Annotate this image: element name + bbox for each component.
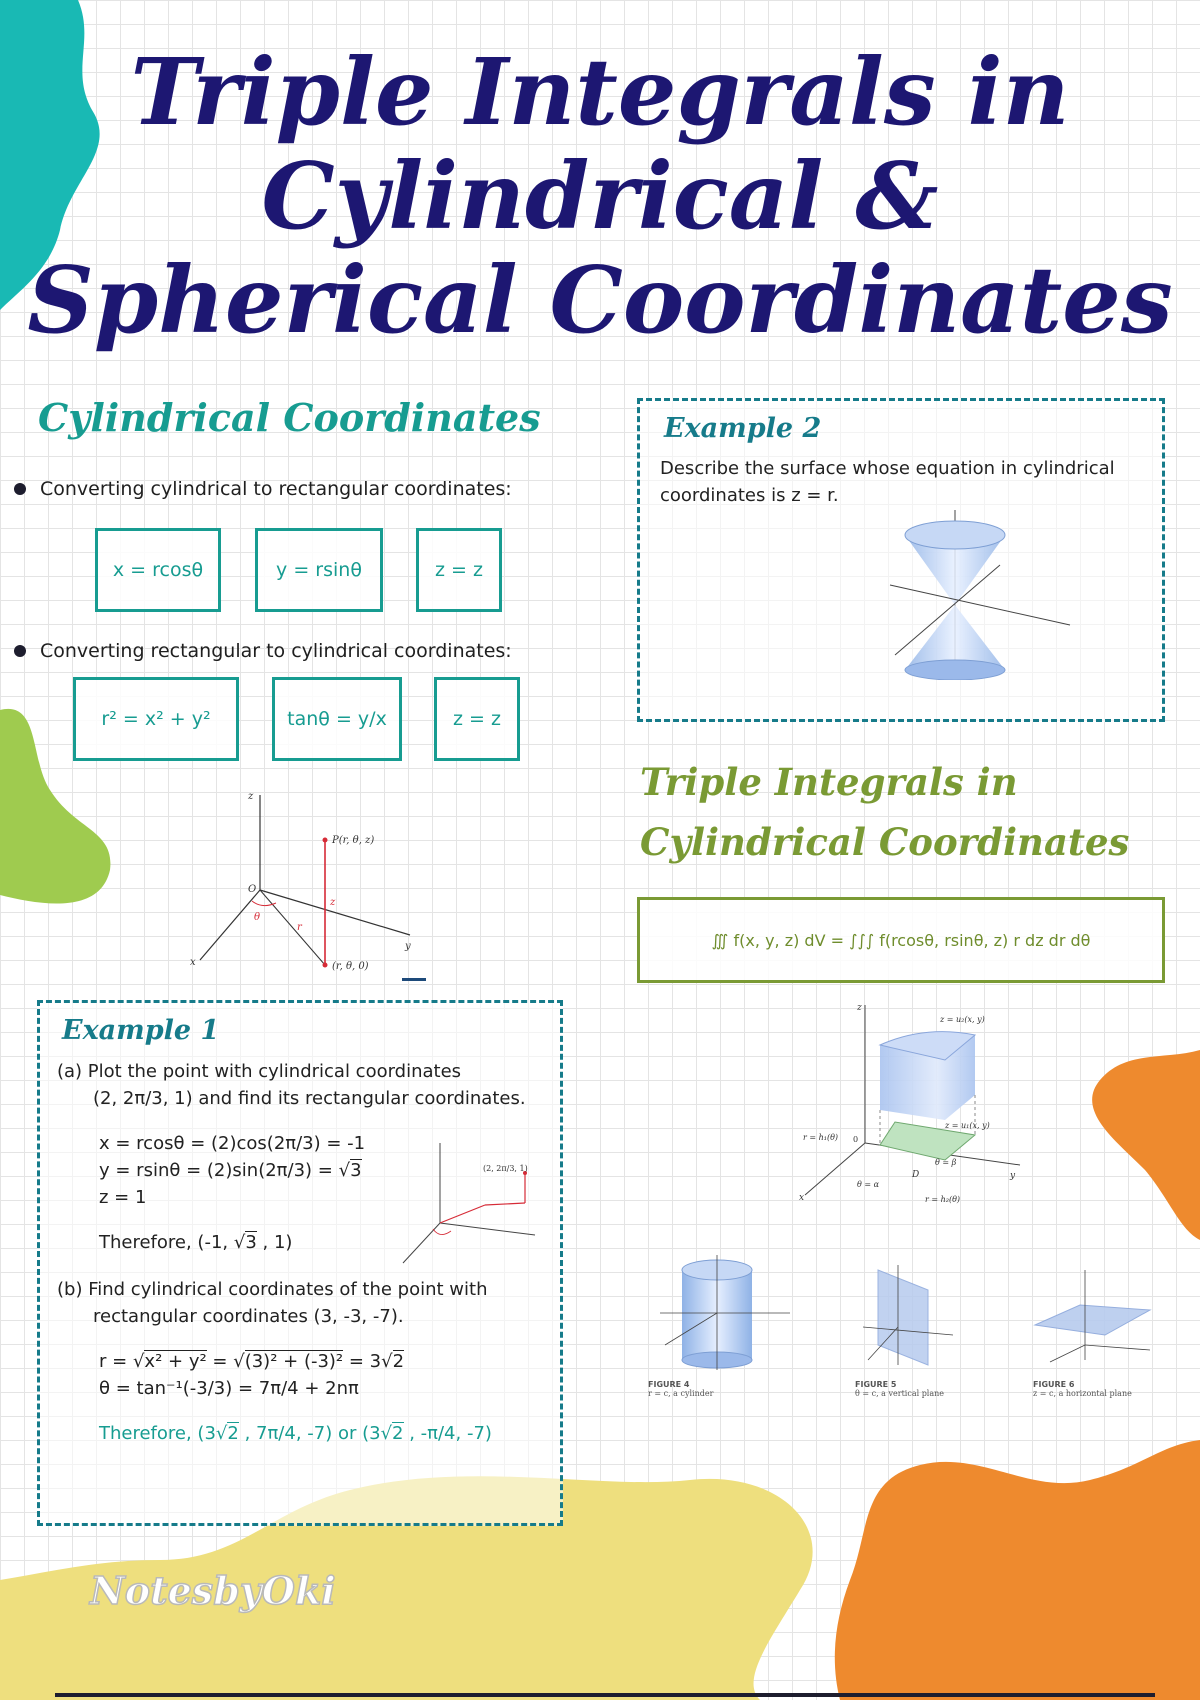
watermark: NotesbyOki: [90, 1568, 336, 1613]
triple-integral-formula: [637, 897, 1165, 983]
orange-blob-bottom: [830, 1440, 1200, 1700]
diagram-point-label: P(r, θ, z): [332, 835, 375, 846]
region-beta-label: θ = β: [935, 1158, 957, 1167]
diagram-theta-label: θ: [254, 912, 261, 923]
diagram-r-label: r: [297, 922, 302, 933]
bottom-rule: [55, 1693, 1155, 1697]
formula-z-2-text: z = z: [453, 708, 501, 730]
example-1b-therefore: Therefore, (3√2 , 7π/4, -7) or (3√2 , -π/4, -7): [99, 1423, 492, 1444]
title-line-3: Spherical Coordinates: [27, 246, 1173, 354]
therefore-b-root2: 2: [392, 1423, 404, 1444]
cylindrical-heading: Cylindrical Coordinates: [38, 395, 541, 440]
formula-x-text: x = rcosθ: [112, 559, 204, 581]
example-1b-line1: (b) Find cylindrical coordinates of the point with: [57, 1279, 488, 1300]
bullet-dot-icon: [14, 483, 26, 495]
example-1b-r-calc: r = √x² + y² = √(3)² + (-3)² = 3√2: [99, 1351, 405, 1372]
title-line-1: Triple Integrals in: [130, 38, 1070, 146]
region-x-label: x: [799, 1193, 805, 1203]
region-r1-label: r = h₁(θ): [803, 1133, 839, 1142]
diagram-y-label: y: [405, 941, 411, 952]
example-1a-calc-x: x = rcosθ = (2)cos(2π/3) = -1: [99, 1133, 366, 1154]
calc-y-root: 3: [350, 1160, 362, 1181]
region-top-label: z = u₂(x, y): [940, 1015, 985, 1024]
region-alpha-label: θ = α: [857, 1180, 880, 1189]
formula-y-text: y = rsinθ: [276, 559, 362, 581]
small-divider: [402, 978, 426, 981]
region-r2-label: r = h₂(θ): [925, 1195, 961, 1204]
figure-5-label: FIGURE 5: [855, 1380, 897, 1389]
figure-5-vertical-plane: [858, 1265, 958, 1370]
cylindrical-point-diagram: [180, 785, 440, 975]
figure-4-caption-text: r = c, a cylinder: [648, 1389, 714, 1398]
example-1a-line2: (2, 2π/3, 1) and find its rectangular coordinates.: [93, 1088, 526, 1109]
example-1a-therefore: Therefore, (-1, √3 , 1): [99, 1232, 293, 1253]
figure-4-caption: [648, 1380, 713, 1398]
double-cone-figure: [880, 505, 1080, 680]
therefore-b-post: , -π/4, -7): [403, 1423, 492, 1444]
formula-y: [255, 528, 383, 612]
diagram-foot-label: (r, θ, 0): [332, 961, 369, 972]
page-title: [20, 40, 1180, 352]
figure-6-caption: [1033, 1380, 1132, 1398]
example-1a-calc-z: z = 1: [99, 1187, 147, 1208]
diagram-zlen-label: z: [330, 897, 336, 908]
formula-r-squared-text: r² = x² + y²: [101, 708, 211, 730]
r-root3: 2: [392, 1351, 405, 1372]
triple-heading-line-1: Triple Integrals in: [640, 760, 1018, 804]
title-line-2: Cylindrical &: [261, 142, 939, 250]
bullet-dot-icon: [14, 645, 26, 657]
figure-4-label: FIGURE 4: [648, 1380, 690, 1389]
calc-y-text: y = rsinθ = (2)sin(2π/3) =: [99, 1160, 339, 1181]
formula-tan-theta-text: tanθ = y/x: [287, 708, 387, 730]
example-1a-calc-y: y = rsinθ = (2)sin(2π/3) = √3: [99, 1160, 362, 1181]
formula-z-2: [434, 677, 520, 761]
bullet-cyl-to-rect-text: Converting cylindrical to rectangular coordinates:: [40, 478, 512, 500]
figure-6-caption-text: z = c, a horizontal plane: [1033, 1389, 1132, 1398]
example-2-line1: Describe the surface whose equation in cylindrical: [660, 458, 1115, 479]
triple-integral-heading: [640, 752, 1129, 872]
r-mid: =: [206, 1351, 234, 1372]
diagram-x-label: x: [190, 957, 196, 968]
r-root2: (3)² + (-3)²: [244, 1351, 344, 1372]
example-2-heading: Example 2: [664, 413, 822, 444]
example-1b-theta-calc: θ = tan⁻¹(-3/3) = 7π/4 + 2nπ: [99, 1378, 359, 1399]
example-1b-line2: rectangular coordinates (3, -3, -7).: [93, 1306, 404, 1327]
example-1-point-label: (2, 2π/3, 1): [483, 1164, 528, 1173]
formula-tan-theta: [272, 677, 402, 761]
triple-heading-line-2: Cylindrical Coordinates: [640, 820, 1130, 864]
therefore-b-root1: 2: [227, 1423, 239, 1444]
formula-r-squared: [73, 677, 239, 761]
therefore-a-post: , 1): [256, 1232, 293, 1253]
region-d-label: D: [912, 1170, 920, 1180]
figure-5-caption: [855, 1380, 944, 1398]
figure-6-label: FIGURE 6: [1033, 1380, 1075, 1389]
diagram-z-label: z: [248, 791, 254, 802]
therefore-a-root: 3: [245, 1232, 257, 1253]
example-1a-line1: (a) Plot the point with cylindrical coordinates: [57, 1061, 462, 1082]
region-z-label: z: [857, 1003, 862, 1013]
triple-integral-formula-text: ∭ f(x, y, z) dV = ∫∫∫ f(rcosθ, rsinθ, z) r dz dr dθ: [711, 930, 1091, 950]
formula-z-text: z = z: [435, 559, 483, 581]
region-bottom-label: z = u₁(x, y): [945, 1121, 990, 1130]
region-origin-label: 0: [853, 1135, 859, 1144]
figure-6-horizontal-plane: [1030, 1270, 1155, 1365]
formula-z: [416, 528, 502, 612]
example-1-heading: Example 1: [62, 1015, 220, 1046]
therefore-b-mid: , 7π/4, -7) or (3: [238, 1423, 381, 1444]
therefore-a-pre: Therefore, (-1,: [99, 1232, 234, 1253]
bullet-rect-to-cyl: [14, 640, 512, 662]
figure-5-caption-text: θ = c, a vertical plane: [855, 1389, 945, 1398]
bullet-rect-to-cyl-text: Converting rectangular to cylindrical coordinates:: [40, 640, 512, 662]
r-pre: r =: [99, 1351, 133, 1372]
diagram-origin-label: O: [248, 884, 257, 895]
region-y-label: y: [1010, 1171, 1016, 1181]
example-1-plot: [395, 1135, 540, 1270]
r-eq: = 3: [343, 1351, 382, 1372]
r-root1: x² + y²: [144, 1351, 207, 1372]
bullet-cyl-to-rect: [14, 478, 512, 500]
orange-blob-right: [1085, 1050, 1200, 1250]
formula-x: [95, 528, 221, 612]
therefore-b-pre: Therefore, (3: [99, 1423, 216, 1444]
cylindrical-region-diagram: [795, 1000, 1025, 1215]
figure-4-cylinder: [640, 1255, 800, 1370]
example-2-line2: coordinates is z = r.: [660, 485, 839, 506]
